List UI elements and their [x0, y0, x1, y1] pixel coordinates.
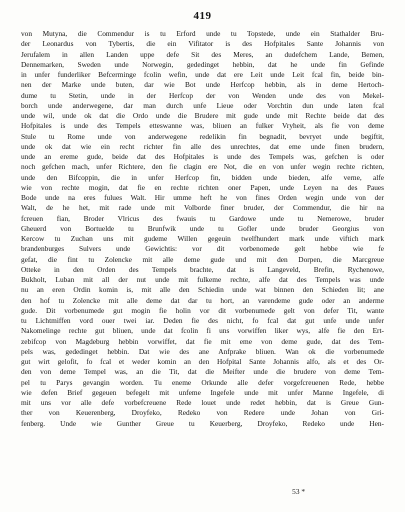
- text-line: den von deme Tempel was, an die Tit, dat die Meifter unde die brudere von deme Tem-: [21, 367, 384, 377]
- text-line: Dennemarken, Sweden unde Norwegin, gededinget hebbin, dat he unde fin Gefinde: [21, 59, 384, 69]
- text-line: von Mutyna, die Commendur is tu Erford unde tu Topstede, unde ein Stathalder Bru-: [21, 29, 384, 38]
- text-line: fcreuen fian, Broder Vlricus des fwauis tu Gardowe unde tu Nemerowe, bruder: [21, 213, 384, 223]
- page-number: 419: [193, 10, 212, 22]
- text-line: dume tu Stetin, unde in der Herfcop der von Wenden unde des von Mekel-: [21, 90, 384, 100]
- text-line: Gheuerd von Bortuelde tu Brunfwik unde tu Gofler unde bruder Georgius von: [21, 223, 384, 233]
- text-line: Nakomelinge rechte gut bliuen, unde dat fcolin fi uns vorwiffen liker wys, alfe fie den Ert-: [21, 326, 384, 336]
- text-line: unde den Bifcoppin, die in unfer Herfcop fin, bidden unde bieden, alfe verne, alfe: [21, 172, 384, 182]
- signature-mark: 53 *: [292, 487, 305, 496]
- text-line: unde wil, unde ok dat die Ordo unde die Brudere mit gude unde mit Rechte beide dat des: [21, 111, 384, 120]
- text-line: borch unde anderwegene, dar man durch unfe Lieue oder Vorchtin dun unde laten fcal: [21, 100, 384, 110]
- text-line: zebifcop von Magdeburg hebbin vorwiffet, dat fie mit eme von deme gude, dat des Tem-: [21, 336, 384, 346]
- text-line: Bode unde na eres fulues Walt. Hir umme heft he von fines Orden wegin unde von der: [21, 193, 384, 202]
- text-line: unde an ereme gude, beide dat des Hofpitales is unde des Tempels was, gefchen is oder: [21, 152, 384, 161]
- text-line: fenberg. Unde wie Gunther Greue tu Keuerberg, Droyfeko, Redeko unde Hen-: [21, 418, 384, 428]
- text-line: in unfer funderliker Befcerminge fcolin wefin, unde dat ere Leit unde Leit fcal fin, beide bin-: [21, 70, 384, 79]
- text-line: Kercow tu Zuchan uns mit gudeme Willen gegeuin twelfhundert mark unde viftich mark: [21, 234, 384, 243]
- text-line: ther von Keuerenberg, Droyfeko, Redeko von Redere unde Johan von Gri-: [21, 408, 384, 418]
- text-line: nen der Marke unde buten, dar wie Bot unde Herfcop hebbin, als in deme Hertoch-: [21, 80, 384, 90]
- text-line: den hof tu Zolencke mit alle deme dat dar tu hort, an varendeme gude oder an anderme: [21, 295, 384, 305]
- text-line: gude. Dit vorbenumede gut mogin fie holin vor dit vorbenumede gelt von defer Tit, wante: [21, 305, 384, 315]
- text-line: der Leonardus von Tybertis, die ein Vifitator is des Hofpitales Sante Johannis von: [21, 39, 384, 49]
- text-line: Hofpitales is unde des Tempels etteswanne was, bliuen an fulker Vryheit, als fie von deme: [21, 121, 384, 131]
- text-line: pels was, gededinget hebbin. Dat wie des ane Anfprake bliuen. Wan ok die vorbenumede: [21, 346, 384, 356]
- text-line: Jerufalem in allen Landen uppe defe Sit des Meres, an dudefchem Lande, Bemen,: [21, 49, 384, 59]
- text-line: brandenburges Sulvers unde Gewichtis: vor dit vorbenomede gelt hebbe wie fe: [21, 244, 384, 254]
- text-line: mit uns vor alle defe vorbefcreuene Rede louet unde redet hebbin, dat is Greue Gun-: [21, 398, 384, 407]
- text-line: gut wirt gelofit, fo fcal et weder komin an den Hofpital Sante Johannis alfo, als et des Or-: [21, 357, 384, 366]
- text-line: Walt, de he het, mit rade unde mit Volborde finer bruder, der Commendur, die hir na: [21, 203, 384, 213]
- text-line: noch gefchen mach, unfer Richtere, den fie clagin ere Not, die en von unfer wegin rechte richten,: [21, 162, 384, 172]
- text-line: wie defen Brief gegeuen befegelt mit unfeme Ingefele unde mit unfer Manne Ingefele, di: [21, 387, 384, 397]
- text-line: Otteke in den Orden des Tempels brachte, dat is Langeveld, Brefin, Rychenowe,: [21, 264, 384, 274]
- text-line: unde ok dat wie ein recht richter fin alle des unrechtes, dat eme unde finen brudern,: [21, 141, 384, 151]
- text-line: tu Lichtmiffen vord ouer twei iar. Deden fie des nicht, fo fcal dat gut unfe unde unfer: [21, 316, 384, 325]
- text-line: nu an eren Ordin komin is, mit alle den Schiedin unde wat binnen den Schieden lit; ane: [21, 285, 384, 295]
- text-line: Bukholt, Luban mit all der nut unde mit fulkeme rechte, alfe dat des Tempels was unde: [21, 275, 384, 284]
- text-line: Stule tu Rome unde von anderwegene redelikin fin begnadit, bevryet unde begiftit,: [21, 131, 384, 141]
- text-line: gefat, die fint tu Zolencke mit alle deme gude und mit den Dorpen, die Marcgreue: [21, 254, 384, 264]
- text-line: pel tu Parys gevangin worden. Tu eneme Orkunde alle defer vorgefcreuenen Rede, hebbe: [21, 377, 384, 387]
- body-text: [21, 29, 384, 429]
- text-line: wie von rechte mogin, dat fie en rechte richten oner Papen, unde Leyen na des Paues: [21, 182, 384, 192]
